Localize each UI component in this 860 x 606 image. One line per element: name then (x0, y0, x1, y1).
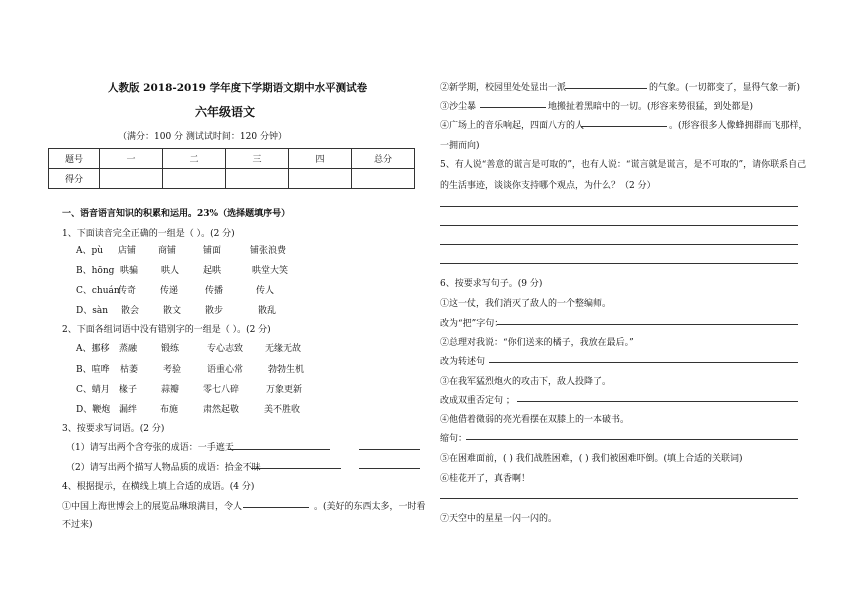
q2-option-b-word: 语重心常 (207, 365, 244, 375)
exam-meta: （满分：100 分 测试试时间：120 分钟） (118, 132, 287, 142)
q1-option-a-word: 商铺 (158, 246, 177, 256)
question-2: 2、下面各组词语中没有错别字的一组是（ ）。(2 分) (62, 325, 271, 335)
q2-option-c-word: 万象更新 (266, 385, 303, 395)
score-table (48, 148, 415, 189)
q2-option-a-letter: A、挪移 (76, 344, 110, 354)
exam-subtitle: 六年级语文 (195, 105, 256, 119)
q1-option-c-word: 传播 (205, 286, 224, 296)
answer-line[interactable] (489, 362, 798, 363)
q1-option-b-word: 哄人 (161, 266, 180, 276)
q1-option-a-word: 铺面 (203, 246, 222, 256)
answer-line[interactable] (440, 206, 798, 207)
q1-option-b-word: 哄堂大笑 (252, 266, 289, 276)
sentence-3-requirement: 改成双重否定句 ； (440, 396, 515, 406)
question-3-1: （1）请写出两个含夸张的成语：一手遮天 (66, 443, 234, 453)
answer-line[interactable] (359, 449, 420, 450)
q2-option-c-letter: C、蜻月 (76, 385, 110, 395)
sentence-2-requirement: 改为转述句 (440, 357, 486, 367)
sentence-5: ⑤在困难面前，( ) 我们战胜困难，( ) 我们被困难吓倒。(填上合适的关联词) (440, 454, 743, 464)
right-item-4-prefix: ④广场上的音乐响起，四面八方的人 (440, 121, 585, 131)
question-1: 1、下面读音完全正确的一组是（ ）。(2 分) (62, 229, 235, 239)
q2-option-a-word: 专心志致 (207, 344, 244, 354)
q1-option-c-letter: C、chuán (76, 286, 120, 296)
question-4-1-prefix: ①中国上海世博会上的展览品琳琅满目，令人 (62, 502, 243, 512)
q2-option-c-word: 椽子 (119, 385, 138, 395)
q1-option-b-word: 哄骗 (120, 266, 139, 276)
question-3: 3、按要求写词语。(2 分) (62, 424, 165, 434)
q2-option-d-word: 布施 (160, 405, 179, 415)
sentence-2: ②总理对我说：“你们送来的橘子，我放在最后。” (440, 338, 634, 348)
right-item-3-suffix: 地搬扯着黑暗中的一切。(形容来势很猛，到处都是) (548, 102, 754, 112)
right-item-4-suffix: 。(形容很多人像蜂拥群而飞那样， (669, 121, 808, 131)
score-cell[interactable] (352, 169, 415, 189)
answer-line[interactable] (243, 507, 309, 508)
q1-option-d-word: 散乱 (258, 306, 277, 316)
q2-option-d-letter: D、鞭炮 (76, 405, 111, 415)
q2-option-c-word: 蒜瓣 (161, 385, 180, 395)
score-cell[interactable] (163, 169, 226, 189)
answer-line[interactable] (359, 468, 420, 469)
question-4-1-note: 不过来) (62, 520, 93, 530)
answer-line[interactable] (517, 401, 798, 402)
question-5: 5、有人说“善意的谎言是可取的”，也有人说：“谎言就是谎言，是不可取的”，请你联系自己 (440, 160, 807, 170)
q1-option-d-letter: D、sàn (76, 306, 108, 316)
q1-option-c-word: 传人 (256, 286, 275, 296)
score-cell[interactable] (226, 169, 289, 189)
score-header: 题号 (49, 149, 100, 169)
q2-option-a-word: 蒸融 (119, 344, 138, 354)
score-header: 总分 (352, 149, 415, 169)
question-5-cont: 的生活事迹，谈谈你支持哪个观点，为什么？（2 分） (440, 181, 656, 191)
question-6: 6、按要求写句子。(9 分) (440, 279, 543, 289)
q2-option-d-word: 肃然起敬 (203, 405, 240, 415)
sentence-7: ⑦天空中的星星一闪一闪的。 (440, 514, 558, 524)
answer-line[interactable] (480, 107, 546, 108)
answer-line[interactable] (440, 498, 798, 499)
question-3-2: （2）请写出两个描写人物品质的成语：拾金不昧 (66, 463, 261, 473)
sentence-1-requirement: 改为“把”字句： (440, 319, 504, 329)
q1-option-a-letter: A、pù (76, 246, 104, 256)
q2-option-d-word: 漏绊 (119, 405, 138, 415)
q2-option-d-word: 美不胜收 (264, 405, 301, 415)
q1-option-a-word: 铺张浪费 (250, 246, 287, 256)
right-item-2-suffix: 的气象。(一切都变了，显得气象一新) (649, 83, 801, 93)
score-header: 二 (163, 149, 226, 169)
sentence-1: ①这一仗，我们消灭了敌人的一个整编师。 (440, 299, 612, 309)
right-item-2-prefix: ②新学期，校园里处处显出一派 (440, 83, 567, 93)
q2-option-b-word: 枯萎 (120, 365, 139, 375)
q2-option-a-word: 无缘无故 (265, 344, 302, 354)
sentence-4-requirement: 缩句： (440, 434, 468, 444)
answer-line[interactable] (581, 126, 667, 127)
q1-option-d-word: 散文 (163, 306, 182, 316)
q1-option-b-letter: B、hōng (76, 266, 115, 276)
right-item-3-prefix: ③沙尘暴 (440, 102, 477, 112)
answer-line[interactable] (497, 324, 798, 325)
sentence-6: ⑥桂花开了，真香啊！ (440, 474, 531, 484)
score-cell[interactable] (289, 169, 352, 189)
answer-line[interactable] (440, 225, 798, 226)
question-4-1-suffix: 。(美好的东西太多，一时看 (314, 502, 426, 512)
right-item-4-note: 一拥而向) (440, 141, 480, 151)
q1-option-d-word: 散会 (121, 306, 140, 316)
sentence-4: ④他借着微弱的亮光看摆在双膝上的一本破书。 (440, 415, 630, 425)
q1-option-a-word: 店铺 (118, 246, 137, 256)
q2-option-b-word: 考验 (163, 365, 182, 375)
score-header: 四 (289, 149, 352, 169)
q1-option-d-word: 散步 (205, 306, 224, 316)
answer-line[interactable] (466, 439, 798, 440)
q1-option-b-word: 起哄 (203, 266, 222, 276)
question-4: 4、根据提示，在横线上填上合适的成语。(4 分) (62, 482, 255, 492)
q2-option-a-word: 锻练 (161, 344, 180, 354)
score-cell[interactable] (100, 169, 163, 189)
answer-line[interactable] (440, 263, 798, 264)
answer-line[interactable] (565, 88, 647, 89)
answer-line[interactable] (228, 449, 330, 450)
q1-option-c-word: 传奇 (118, 286, 137, 296)
q2-option-c-word: 零七八碎 (203, 385, 240, 395)
sentence-3: ③在我军猛烈炮火的攻击下，敌人投降了。 (440, 377, 612, 387)
section-1-heading: 一、语音语言知识的积累和运用。23%（选择题填序号） (62, 209, 291, 219)
q2-option-b-word: 勃勃生机 (268, 365, 305, 375)
answer-line[interactable] (251, 468, 341, 469)
score-row-label: 得分 (49, 169, 100, 189)
q1-option-c-word: 传递 (160, 286, 179, 296)
score-header: 一 (100, 149, 163, 169)
exam-title: 人教版 2018-2019 学年度下学期语文期中水平测试卷 (108, 82, 368, 94)
q2-option-b-letter: B、喧哗 (76, 365, 110, 375)
answer-line[interactable] (440, 244, 798, 245)
score-header: 三 (226, 149, 289, 169)
